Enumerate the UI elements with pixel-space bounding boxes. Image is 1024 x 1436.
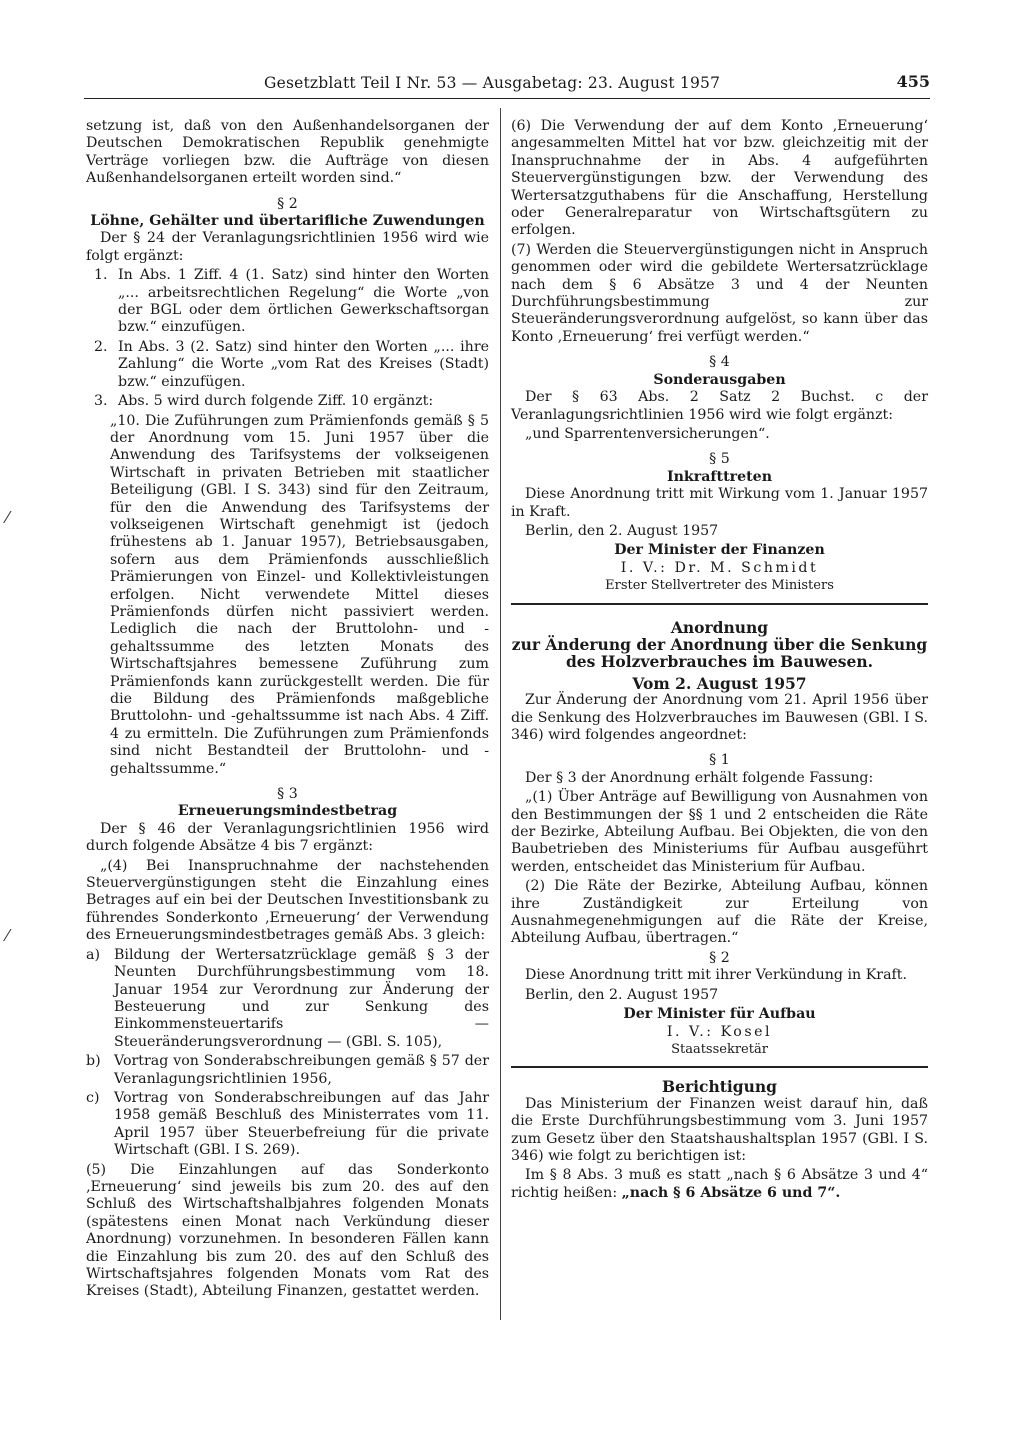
list-item [86,267,489,337]
paragraph-7: (7) Werden die Steuervergünstigungen nicht in Anspruch genommen oder wird die gebildete Wertersatzrücklage nach dem § 6 Absätze 3 und 4 der Neunten Durchführungsbestimmung zur Steueränderungsverordnung aufgelöst, so kann über das Konto ‚Erneuerung‘ frei verfügt werden.“ [511,241,928,345]
section-3-number: § 3 [277,786,298,803]
list-item [86,339,489,391]
signature-name: I. V.: Kosel [666,1023,773,1040]
list-item-text: In Abs. 1 Ziff. 4 (1. Satz) sind hinter den Worten „... arbeitsrechtlichen Regelung“ die Worte „von der BGL oder dem örtlichen Gewerkschaftsorgan bzw.“ einzufügen. [118,267,489,336]
page-header [84,72,930,99]
list-item-number: 2. [94,338,108,355]
section-4-number: § 4 [709,354,730,371]
separator-line [511,603,928,605]
decree-paragraph-2: (2) Die Räte der Bezirke, Abteilung Aufbau, können ihre Zuständigkeit zur Erteilung von Ausnahmegenehmigungen auf die Räte der Kreise, Abteilung Aufbau, übertragen.“ [511,878,928,947]
list-item-label: a) [86,946,100,963]
signature-title: Der Minister der Finanzen [614,542,825,559]
paragraph-4: „(4) Bei Inanspruchnahme der nachstehenden Steuervergünstigungen steht die Einzahlung eines Betrages auf ein bei der Deutschen Investitionsbank zu führendes Sonderkonto ‚Erneuerung‘ der Verwendung des Erneuerungsmindestbetrages gemäß Abs. 3 gleich: [86,857,489,944]
right-column [511,118,928,1204]
margin-mark: ⁄ [6,508,9,527]
section-4-title: Sonderausgaben [653,371,786,388]
signature-name: I. V.: Dr. M. Schmidt [620,559,819,576]
section-5-text: Diese Anordnung tritt mit Wirkung vom 1. Januar 1957 in Kraft. [511,486,928,520]
section-5-number: § 5 [709,451,730,468]
place-date: Berlin, den 2. August 1957 [525,986,719,1003]
decree-date: Vom 2. August 1957 [632,673,807,693]
correction-fix-text: Im § 8 Abs. 3 muß es statt „nach § 6 Absätze 3 und 4“ richtig heißen: [511,1167,928,1201]
signature-role: Erster Stellvertreter des Ministers [605,578,834,594]
signature-role: Staatssekretär [671,1041,768,1057]
decree-title: Anordnung [670,617,769,637]
list-item [86,1053,489,1088]
decree-section-2-number: § 2 [709,949,730,966]
section-4-text: „und Sparrentenversicherungen“. [525,425,770,442]
correction-title: Berichtigung [662,1077,777,1097]
list-item-text: Bildung der Wertersatzrücklage gemäß § 3 der Neunten Durchführungsbestimmung vom 18. Januar 1954 zur Verordnung zur Änderung der Besteuerung und zur Senkung des Einkommensteuertarifs — Steueränderungsverordnung — (GBl. S. 105), [114,946,489,1050]
decree-intro: Zur Änderung der Anordnung vom 21. April 1956 über die Senkung des Holzverbrauches im Bauwesen (GBl. I S. 346) wird folgendes angeordnet: [511,692,928,743]
decree-section-2-text: Diese Anordnung tritt mit ihrer Verkündung in Kraft. [525,967,907,984]
list-item-text: Abs. 5 wird durch folgende Ziff. 10 ergänzt: [118,393,434,410]
list-item-label: b) [86,1053,101,1070]
list-item-text: Vortrag von Sonderabschreibungen gemäß § 57 der Veranlagungsrichtlinien 1956, [114,1053,489,1087]
correction-fix-bold: „nach § 6 Absätze 6 und 7“. [621,1184,841,1201]
decree-subtitle: zur Änderung der Anordnung über die Senkung des Holzverbrauches im Bauwesen. [511,634,928,672]
list-item-number: 3. [94,393,108,410]
section-3-intro: Der § 46 der Veranlagungsrichtlinien 1956 wird durch folgende Absätze 4 bis 7 ergänzt: [86,820,489,855]
paragraph-6: (6) Die Verwendung der auf dem Konto ‚Erneuerung‘ angesammelten Mittel hat vor bzw. gleichzeitig mit der Inanspruchnahme der in Abs. 4 aufgeführten Steuervergünstigungen bzw. der Verwendung des Wertersatzguthabens für die Anschaffung, Herstellung oder Generalreparatur von Wirtschaftsgütern zu erfolgen. [511,118,928,239]
list-item [86,393,489,410]
correction-fix [511,1167,928,1202]
decree-section-1-number: § 1 [709,752,730,769]
continued-paragraph: setzung ist, daß von den Außenhandelsorganen der Deutschen Demokratischen Republik genehmigte Verträge vorliegen bzw. die Aufträge von diesen Außenhandelsorganen erteilt worden sind.“ [86,118,489,187]
decree-paragraph-1: „(1) Über Anträge auf Bewilligung von Ausnahmen von den Bestimmungen der §§ 1 und 2 entscheiden die Räte der Bezirke, Abteilung Aufbau. Bei Objekten, die von den Baubetrieben des Ministeriums für Aufbau ausgeführt werden, entscheidet das Ministerium für Aufbau. [511,789,928,875]
section-4-intro: Der § 63 Abs. 2 Satz 2 Buchst. c der Veranlagungsrichtlinien 1956 wird wie folgt ergänzt: [511,389,928,423]
paragraph-5: (5) Die Einzahlungen auf das Sonderkonto ‚Erneuerung‘ sind jeweils bis zum 20. des auf den Schluß des Wirtschaftshalbjahres folgenden Monats (spätestens einen Monat nach Verkündung dieser Anordnung) vorzunehmen. In besonderen Fällen kann die Einzahlung bis zum 20. des auf den Schluß des Wirtschaftsjahres folgenden Monats vom Rat des Kreises (Stadt), Abteilung Finanzen, gestattet werden. [86,1161,489,1300]
list-item [86,1090,489,1160]
list-item-text: In Abs. 3 (2. Satz) sind hinter den Worten „... ihre Zahlung“ die Worte „vom Rat des Kreises (Stadt) bzw.“ einzufügen. [118,338,489,390]
list-item-text: Vortrag von Sonderabschreibungen auf das Jahr 1958 gemäß Beschluß des Ministerrates vom 11. April 1957 über Steuerbefreiung für die private Wirtschaft (GBl. I S. 269). [114,1089,489,1159]
header-title: Gesetzblatt Teil I Nr. 53 — Ausgabetag: 23. August 1957 [264,74,721,92]
list-item-label: c) [86,1089,100,1106]
decree-section-1-intro: Der § 3 der Anordnung erhält folgende Fassung: [525,769,874,786]
clause-10-text: „10. Die Zuführungen zum Prämienfonds gemäß § 5 der Anordnung vom 15. Juni 1957 über die Anwendung des Tarifsystems der volkseigenen Wirtschaft in privaten Betrieben mit staatlicher Beteiligung (GBl. I S. 343) sind für den Zeitraum, für den die Anwendung des Tarifsystems der volkseigenen Wirtschaft genehmigt ist (jedoch frühestens ab 1. Januar 1957), Betriebsausgaben, sofern aus dem Prämienfonds ausschließlich Prämierungen von Einzel- und Kollektivleistungen erfolgen. Nicht verwendete Mittel dieses Prämienfonds dürfen nicht passiviert werden. Lediglich die nach der Bruttolohn- und -gehaltssumme des letzten Monats des Wirtschaftsjahres bemessene Zuführung zum Prämienfonds kann zurückgestellt werden. Die für die Bildung des Prämienfonds maßgebliche Bruttolohn- und -gehaltssumme ist nach Abs. 4 Ziff. 4 zu ermitteln. Die Zuführungen zum Prämienfonds sind nicht Bestandteil der Bruttolohn- und -gehaltssumme.“ [110,412,489,777]
separator-line [511,1066,928,1068]
margin-mark: ⁄ [6,926,9,945]
section-2-intro: Der § 24 der Veranlagungsrichtlinien 1956 wird wie folgt ergänzt: [86,230,489,264]
list-item [86,947,489,1051]
section-3-title: Erneuerungsmindestbetrag [177,803,398,820]
column-divider [500,108,501,1320]
correction-text: Das Ministerium der Finanzen weist darauf hin, daß die Erste Durchführungsbestimmung vom 3. Juni 1957 zum Gesetz über den Staatshaushaltsplan 1957 (GBl. I S. 346) wie folgt zu berichtigen ist: [511,1095,928,1164]
section-2-title: Löhne, Gehälter und übertarifliche Zuwendungen [90,213,485,230]
list-item-number: 1. [94,267,108,284]
left-column [86,118,489,1303]
section-5-title: Inkrafttreten [666,468,773,485]
page-number: 455 [896,72,930,91]
signature-title: Der Minister für Aufbau [623,1006,816,1023]
place-date: Berlin, den 2. August 1957 [525,522,719,539]
section-2-number: § 2 [277,195,298,212]
